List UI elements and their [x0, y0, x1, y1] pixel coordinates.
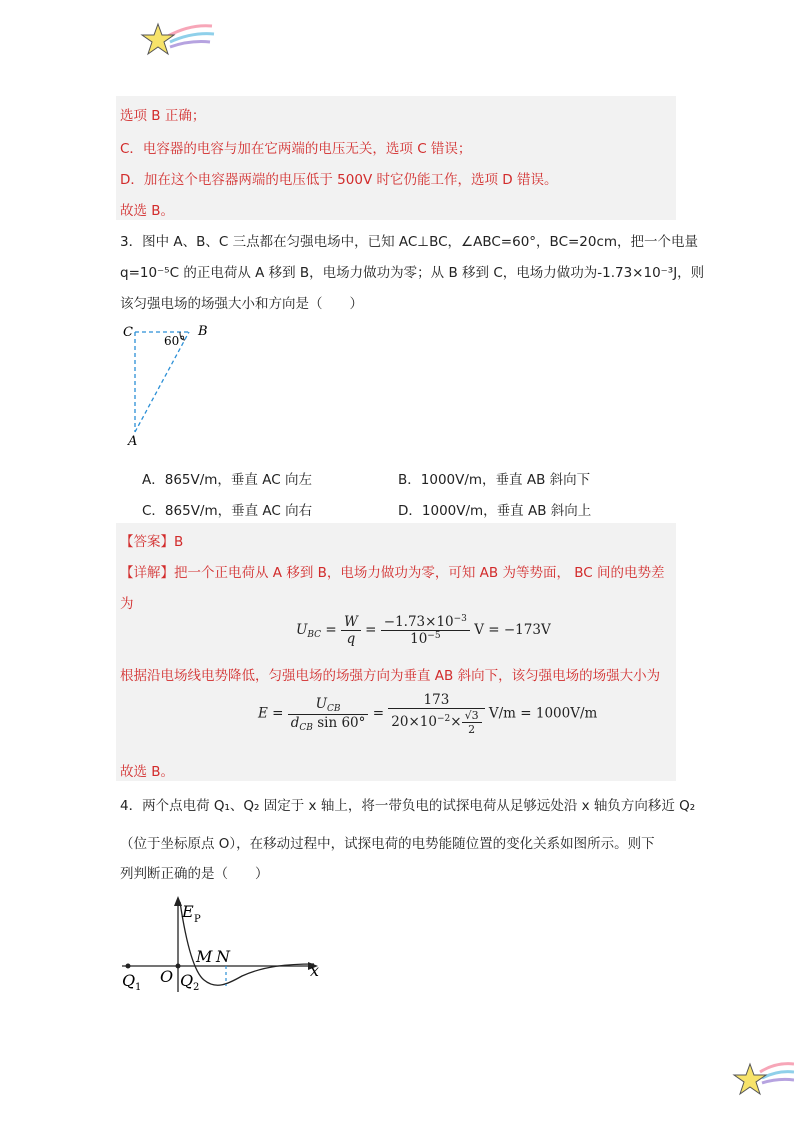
f1-u-sub: BC [307, 630, 322, 640]
f1-w-over-q: $\frac{W}{q}$ [341, 614, 361, 647]
q3-option-c[interactable]: C．865V/m，垂直 AC 向右 [142, 503, 313, 519]
detail-line-2: 为 [120, 596, 134, 612]
answer-line [120, 530, 183, 550]
star-decoration-top [138, 14, 218, 64]
star-decoration-bottom [730, 1050, 794, 1100]
f1-u: U [296, 622, 308, 638]
q4-label-q1: Q [122, 971, 136, 990]
q4-label-q2-sub: 2 [193, 982, 200, 993]
q4-stem-line-2: （位于坐标原点 O），在移动过程中，试探电荷的电势能随位置的变化关系如图所示。则下 [120, 836, 655, 852]
q4-label-q1-sub: 1 [135, 982, 142, 993]
q3-option-a[interactable]: A．865V/m，垂直 AC 向左 [142, 472, 312, 488]
q4-label-o: O [160, 967, 174, 986]
q3-option-b[interactable]: B．1000V/m，垂直 AB 斜向下 [398, 472, 591, 488]
detail-line-1 [120, 561, 664, 581]
f1-result: V = −173V [474, 622, 551, 638]
q4-potential-energy-graph [118, 892, 330, 998]
prev-conclusion: 故选 B。 [120, 203, 175, 219]
f1-fraction: $\frac{-1.73\times 10^{-3}}{10^{-5}}$ [381, 614, 470, 647]
q3-label-angle: 60° [164, 334, 186, 348]
answer-value: B [174, 534, 184, 550]
q3-triangle-figure [118, 320, 218, 450]
formula-ubc: $U_{BC}$ = $\frac{W}{q}$ = $\frac{-1.73\times 10^{-3}}{10^{-5}}$ V = −173V [296, 614, 551, 647]
prev-line-2: C．电容器的电容与加在它两端的电压无关，选项 C 错误； [120, 141, 472, 157]
q3-stem-line-3: 该匀强电场的场强大小和方向是（ ） [120, 296, 363, 312]
prev-line-1: 选项 B 正确； [120, 108, 206, 124]
q3-option-d[interactable]: D．1000V/m，垂直 AB 斜向上 [398, 503, 592, 519]
q4-label-m: M [196, 947, 213, 966]
q4-ep-sub: P [194, 914, 201, 925]
answer-conclusion: 故选 B。 [120, 764, 175, 780]
prev-line-3: D．加在这个电容器两端的电压低于 500V 时它仍能工作，选项 D 错误。 [120, 172, 558, 188]
q4-label-x: x [310, 961, 320, 980]
f2-result: V/m = 1000V/m [488, 705, 598, 722]
q4-label-n: N [216, 947, 230, 966]
answer-label: 【答案】 [120, 534, 174, 550]
f2-fraction: 173 $20\times 10^{-2}\times$ $\frac{√3}{2}$ [388, 692, 484, 736]
detail-line-3: 根据沿电场线电势降低，匀强电场的场强方向为垂直 AB 斜向下，该匀强电场的场强大小为 [120, 668, 661, 684]
q3-stem-line-1: 3．图中 A、B、C 三点都在匀强电场中，已知 AC⊥BC，∠ABC=60°，BC=20cm，把一个电量 [120, 234, 699, 250]
q4-ep-label: E [182, 902, 194, 921]
q3-label-c: C [123, 325, 133, 340]
f2-e: E [258, 705, 268, 722]
f2-u-over-d: $\frac{U_{CB}}{d_{CB} \sin 60^\circ}$ [288, 696, 369, 733]
q4-label-q2: Q [180, 971, 194, 990]
q3-stem-line-2: q=10⁻⁵C 的正电荷从 A 移到 B，电场力做功为零；从 B 移到 C，电场力做功为-1.73×10⁻³J，则 [120, 265, 705, 281]
detail-label: 【详解】 [120, 565, 174, 581]
detail-text-1: 把一个正电荷从 A 移到 B，电场力做功为零，可知 AB 为等势面， BC 间的电势差 [174, 565, 665, 581]
q4-stem-line-1: 4．两个点电荷 Q₁、Q₂ 固定于 x 轴上，将一带负电的试探电荷从足够远处沿 x 轴负方向移近 Q₂ [120, 798, 696, 814]
formula-e: E = $\frac{U_{CB}}{d_{CB} \sin 60^\circ}$ = 173 $20\times 10^{-2}\times$ $\frac{√3}{2}$ V/m = 1000V/m [258, 692, 598, 736]
q3-label-b: B [198, 324, 208, 339]
q3-label-a: A [128, 434, 138, 449]
q4-stem-line-3: 列判断正确的是（ ） [120, 866, 269, 882]
